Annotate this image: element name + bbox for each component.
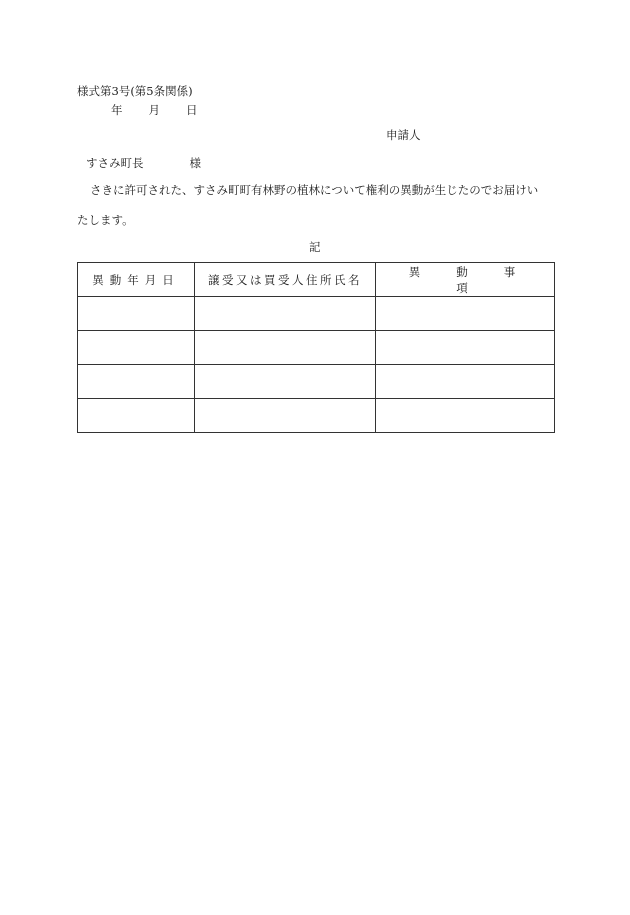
record-heading: 記 xyxy=(309,240,321,254)
date-month-label: 月 xyxy=(148,103,160,117)
table-cell[interactable] xyxy=(195,331,376,365)
body-text-line-2: たします。 xyxy=(77,213,134,227)
table-cell[interactable] xyxy=(78,331,195,365)
change-record-table xyxy=(77,262,555,433)
applicant-label: 申請人 xyxy=(386,128,421,142)
addressee-line xyxy=(86,158,201,170)
table-header-row xyxy=(78,263,555,297)
addressee-honorific: 様 xyxy=(189,156,201,170)
table-cell[interactable] xyxy=(78,399,195,433)
table-cell[interactable] xyxy=(376,399,555,433)
table-cell[interactable] xyxy=(195,399,376,433)
body-text-line-1: さきに許可された、すさみ町町有林野の植林について権利の異動が生じたのでお届けい xyxy=(90,183,539,197)
table-cell[interactable] xyxy=(195,297,376,331)
table-row xyxy=(78,399,555,433)
table-cell[interactable] xyxy=(376,331,555,365)
column-header-change-date: 異動年月日 xyxy=(78,263,195,297)
table-cell[interactable] xyxy=(78,297,195,331)
date-line xyxy=(111,105,198,117)
column-header-change-details: 異動事項 xyxy=(376,263,555,297)
date-day-label: 日 xyxy=(186,103,198,117)
column-header-transferee: 譲受又は買受人住所氏名 xyxy=(195,263,376,297)
table-row xyxy=(78,297,555,331)
table-row xyxy=(78,365,555,399)
table-row xyxy=(78,331,555,365)
addressee-name: すさみ町長 xyxy=(86,156,144,170)
table-cell[interactable] xyxy=(78,365,195,399)
table-cell[interactable] xyxy=(376,365,555,399)
table-cell[interactable] xyxy=(195,365,376,399)
date-year-label: 年 xyxy=(111,103,123,117)
form-number: 様式第3号(第5条関係) xyxy=(77,84,193,98)
table-cell[interactable] xyxy=(376,297,555,331)
